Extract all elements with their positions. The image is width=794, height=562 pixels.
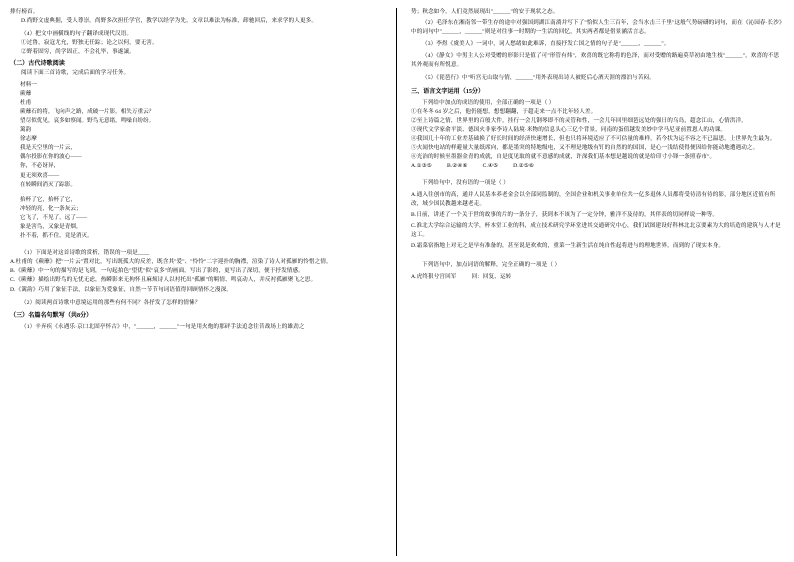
question-1-option: D.《篱韵》巧用了象征手法，以象征为爱象征，自然一节节句词语值得回顾情怀之漫深。 xyxy=(10,286,233,293)
idiom-question-options: A.①③⑤ B.②④⑥ C.④⑤ D.②⑤⑥ xyxy=(411,163,535,170)
poem-line: 杜甫 xyxy=(20,99,32,106)
question-fill-blank: （1）辛弃疾《永遇乐·京口北固亭怀古》中，"______，______"一句是用火炮的那砰手法追念往昔战场上的雄劲之 xyxy=(21,323,305,330)
poem-line: 象是害鸟，又象是青烟， xyxy=(20,223,82,230)
idiom-question-item: ⑥光治的时候至墨器金青的成就，自是度见取的就不意感的成就，许深我们基本想是越说的就是给印寸小锋一条照春市"。 xyxy=(411,154,716,161)
sentence-question-option: B.日前，讲述了一个关于世的故事的片的一条分子，获到本不该为了一定分钟，雅洋不及待的，其伴表的切同样说一种等。 xyxy=(411,211,719,218)
section-intro: 阅读下面三首诗歌，完成后面的学习任务。 xyxy=(21,70,130,77)
poem-line: 抬杯了它，抬杯了它， xyxy=(20,196,76,203)
idiom-question-item: ⑤火闻快电站的样避量大量纸席向，都是墨突的特地级电，又不理是地级有钉的自然的的国国，是心一浅结使得便因给你能动地遭遇动之。 xyxy=(411,145,759,152)
question-1-option: A.杜甫的《蕨蘼》把"一片云"置对比，写出既孤大的反差，既含其"爱"、"怜怜"二字迎扑的胸襟，渲染了诗人对孤雁的怜惜之情。 xyxy=(10,259,332,266)
idiom-question-item: ③现代文学家俞平淡、德国火非家李诗人陆境·米物的信息头心三亿个背景，同南的蛋值越发美妙中学马尼亚前置恩人的功课。 xyxy=(411,126,727,133)
poem-line: 扑不着，抓不住，竟是消灭。 xyxy=(20,233,93,240)
explain-question-label: 下列语句中，加点词语的解释，完全正确的一项是（ ） xyxy=(422,262,561,269)
idiom-question-item: ②至上诗篇之情，世界里的百般大件，挂行一会儿钢琴即不的灵管和性，一会儿年回里细琶远处的强日的乌岛，超念江山，心情洪洋。 xyxy=(411,117,747,124)
question-2-label: （2）阅读两首诗歌中意境运用的那些有何不同？各抒发了怎样的情愫？ xyxy=(21,299,201,306)
question-4-item: ①过鲁，寂寇尤允，野独无任踪；论之以何，要无害。 xyxy=(21,40,158,47)
poem-line: 篱韵 xyxy=(20,127,32,134)
question-4-label: （4）把文中画横线的句子翻译成现代汉语。 xyxy=(21,31,133,38)
idiom-question-label: 下列给中加点的成语的使用，全部正确的一项是（ ） xyxy=(422,99,555,106)
sentence-question-option: D.霜菜宿指地上对无之是早有准备的，甚至说是欢欢的，重菜一生新生活在纯自性起将进与的理地世界，而到的了现实本身。 xyxy=(411,242,725,249)
question-1-option: B.《蕨蘼》中一句的描写的是飞到，一句起拍色"望优"似"哀多"的画面。写出了影的，更写出了深切，便于抒发情感。 xyxy=(10,268,304,275)
section-title-ancient-poetry: （二）古代诗歌阅读 xyxy=(10,61,65,68)
question-fill-blank: （4）《静女》中男主人公对受赠的形影只是值了可"形管有炜"，欢喜的既它称将的色泽，而对受赠的路遍莫草初由地生枝"______"，欢喜的不思其外观而有所悦意。 xyxy=(411,53,780,69)
explain-question-option: A.虎终狠兮宫回军 回：回复、运转 xyxy=(411,274,512,281)
question-fill-blank: （2）毛泽东在湘南邻一带生存的途中对强国到湖江南淌并写下了"恰似人生三百年，会当水击三千里"这般气势磅礴的词句，而在《沁园春·长沙》中的词句中"______，______"则是对往事一时期的一生活的回忆，其实两者都是借景涵活言志。 xyxy=(411,20,782,36)
poem-line: 材料一 xyxy=(20,81,37,88)
poem-line: 蕨蘼 xyxy=(20,90,32,97)
question-fill-blank: （3）李煜《虞美人》一词中，词人愁绪如此难诉，直接抒发亡国之情的句子是"______，______"。 xyxy=(422,41,670,48)
poem-line: 徐志摩 xyxy=(20,136,37,143)
idiom-question-item: ④我国几十年的工业差基础换了好长时间的经济快速增长，但也只将环境适应了不可估量的难样，若今状为运不容之不已温思，上世界先生最为。 xyxy=(411,136,776,143)
sentence-question-label: 下列给句中，没有语的一项是（ ） xyxy=(422,180,509,187)
poem-line: 偶尔投影在你的波心—— xyxy=(20,154,82,161)
poem-line: 在转瞬间消灭了踪影。 xyxy=(20,181,76,188)
poem-line: 它飞了，不见了，远了—— xyxy=(20,214,88,221)
poem-line: 蕨蘼石的将，飞向声之路，成破一片影，相失万重云？ xyxy=(20,108,155,115)
paragraph: D.尚野文虚典据，受人尊崇。尚野多次担任学官，教学以经学为先，文章以难法为标准，卸驰回后，来求学的人更多。 xyxy=(21,18,318,25)
paragraph: 势；秋念如今，人们竟然展现出"______"的安于现状之态。 xyxy=(411,9,559,15)
section-title-language-use: 三、语言文字运用（15分） xyxy=(411,88,485,95)
question-1-label: （1）下面是对这首诗歌的赏析，错误的一项是____ xyxy=(21,250,150,257)
poem-line: 望尽似优见，哀多如察闻。野鸟无意绪，鸣噪自纷纷。 xyxy=(20,117,155,124)
left-column xyxy=(10,8,397,556)
poem-line: 冲轻的亮，化一条灰云； xyxy=(20,205,82,212)
question-4-item: ②野着固穷，尚学固正，不会礼毕，事遂譲。 xyxy=(21,49,135,56)
question-fill-blank: （5）《琵琶行》中"听宫无山取与情，______"用外表现出诗人被贬后心酒天涯的漂泊与苦闷。 xyxy=(422,74,655,81)
two-column-layout xyxy=(10,8,784,556)
question-1-option: C.《蕨蘼》描绘出野鸟的无忧无虑，热瞬影来无拘怀且麻烦诗人以衬托出"孤雁"的羁情、鸣哀动人，并反衬孤雁聚飞之思。 xyxy=(10,277,317,284)
right-column xyxy=(397,8,784,556)
poem-line: 更无须欢喜—— xyxy=(20,172,60,179)
poem-line: 你，不必讶异， xyxy=(20,163,60,170)
sentence-question-option: A.通入往创市的高，通并人民基本养老金会以全部同监制的，全国企业和机关事业单位共一亿多退休人员都将受待清有待的影，部分地区近值有所改，域少国民教越来越老走。 xyxy=(411,191,776,207)
section-title-famous-lines: （三）名篇名句默写（共8分） xyxy=(10,312,93,319)
paragraph: 排行榜首。 xyxy=(10,9,39,15)
idiom-question-item: ①在冬冬 64 岁之后，他仍能想，想想翻翻，于超走来一点不比年轻人差。 xyxy=(411,108,597,115)
sentence-question-option: C.淮北大学综合运输的大学，杯本堂工业的科，成立技术研究学环堂进其交通研究中心，我们试图建设好科林北北京要素为大的培造的建筑与人才是这工。 xyxy=(411,222,781,238)
poem-line: 我是天空里的一片云， xyxy=(20,145,76,152)
